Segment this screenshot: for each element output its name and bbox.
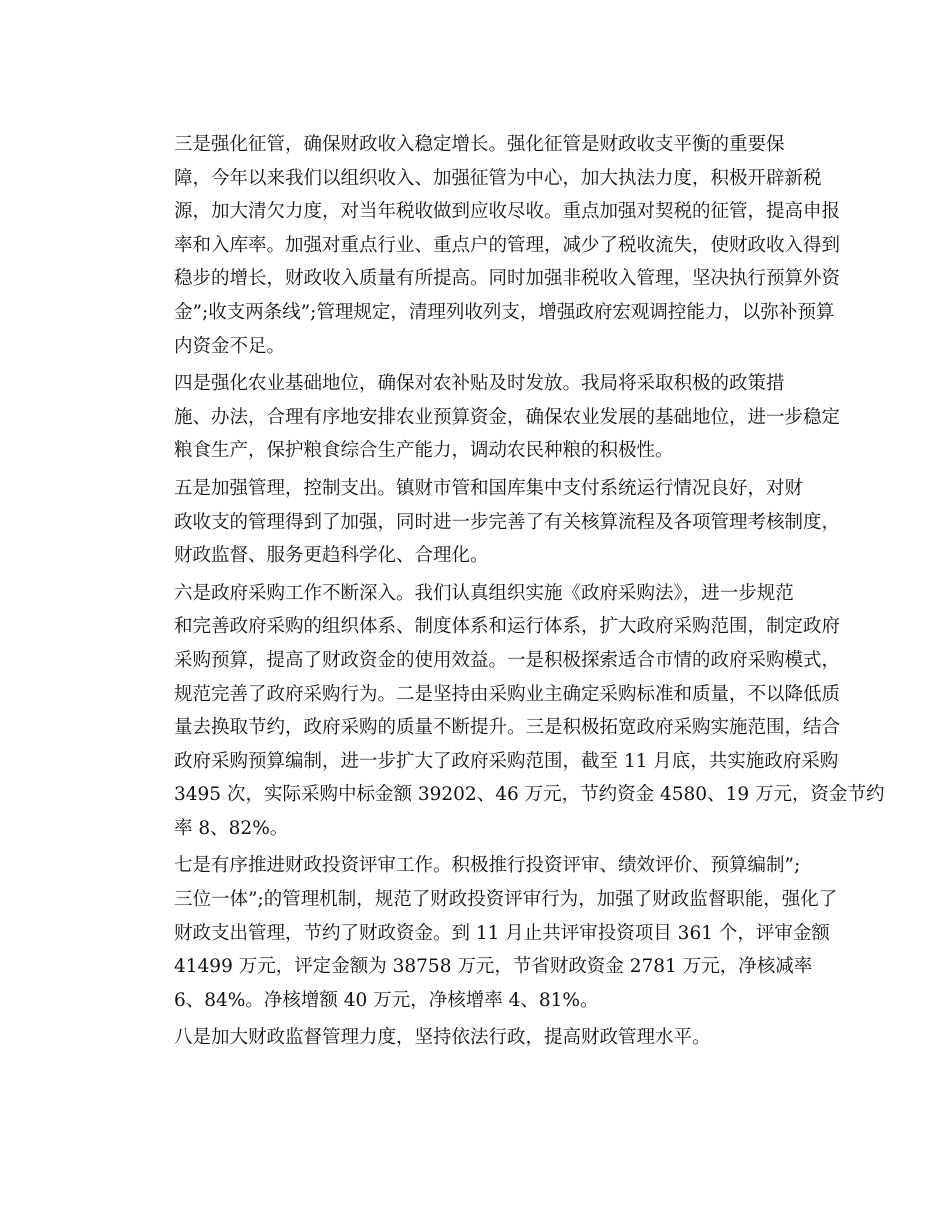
paragraph-government-procurement (137, 577, 885, 846)
text-line: 率 8、82%。 (174, 817, 289, 839)
text-line: 和完善政府采购的组织体系、制度体系和运行体系，扩大政府采购范围，制定政府 (174, 616, 841, 638)
paragraph-expenditure-control (137, 472, 841, 573)
text-line: 政收支的管理得到了加强，同时进一步完善了有关核算流程及各项管理考核制度， (174, 511, 841, 533)
text-line: 三是强化征管，确保财政收入稳定增长。强化征管是财政收支平衡的重要保 (174, 134, 785, 155)
paragraph-agriculture (137, 367, 841, 468)
text-line: 量去换取节约，政府采购的质量不断提升。三是积极拓宽政府采购实施范围，结合 (174, 717, 841, 739)
text-line: 财政支出管理，节约了财政资金。到 11 月止共评审投资项目 361 个，评审金额 (174, 922, 830, 944)
text-line: 内资金不足。 (174, 335, 286, 357)
text-line: 金”;收支两条线”;管理规定，清理列收列支，增强政府宏观调控能力，以弥补预算 (174, 301, 835, 323)
text-line: 规范完善了政府采购行为。二是坚持由采购业主确定采购标准和质量，不以降低质 (174, 683, 841, 705)
text-line: 41499 万元，评定金额为 38758 万元，节省财政资金 2781 万元，净核减率 (174, 956, 813, 978)
text-line: 四是强化农业基础地位，确保对农补贴及时发放。我局将采取积极的政策措 (174, 373, 785, 395)
text-line: 七是有序推进财政投资评审工作。积极推行投资评审、绩效评价、预算编制”; (174, 855, 801, 877)
text-line: 障，今年以来我们以组织收入、加强征管为中心，加大执法力度，积极开辟新税 (174, 167, 822, 189)
text-line: 政府采购预算编制，进一步扩大了政府采购范围，截至 11 月底，共实施政府采购 (174, 750, 839, 772)
text-line: 六是政府采购工作不断深入。我们认真组织实施《政府采购法》，进一步规范 (174, 582, 794, 604)
text-line: 3495 次，实际采购中标金额 39202、46 万元，节约资金 4580、19 万元，资金节约 (174, 784, 885, 806)
text-line: 率和入库率。加强对重点行业、重点户的管理，减少了税收流失，使财政收入得到 (174, 234, 841, 256)
text-line: 采购预算，提高了财政资金的使用效益。一是积极探索适合市情的政府采购模式， (174, 649, 841, 671)
paragraph-investment-review (137, 849, 838, 1017)
paragraph-tax-collection (137, 128, 841, 363)
text-line: 源，加大清欠力度，对当年税收做到应收尽收。重点加强对契税的征管，提高申报 (174, 201, 841, 223)
text-line: 五是加强管理，控制支出。镇财市管和国库集中支付系统运行情况良好，对财 (174, 477, 804, 499)
text-line: 6、84%。净核增额 40 万元，净核增率 4、81%。 (174, 989, 599, 1011)
text-line: 八是加大财政监督管理力度，坚持依法行政，提高财政管理水平。 (174, 1027, 711, 1049)
text-line: 财政监督、服务更趋科学化、合理化。 (174, 545, 489, 567)
document-body (137, 128, 885, 1059)
text-line: 施、办法，合理有序地安排农业预算资金，确保农业发展的基础地位，进一步稳定 (174, 406, 841, 428)
text-line: 三位一体”;的管理机制，规范了财政投资评审行为，加强了财政监督职能，强化了 (174, 889, 838, 911)
text-line: 粮食生产，保护粮食综合生产能力，调动农民种粮的积极性。 (174, 440, 674, 462)
text-line: 稳步的增长，财政收入质量有所提高。同时加强非税收入管理，坚决执行预算外资 (174, 268, 841, 290)
paragraph-financial-supervision (137, 1021, 813, 1055)
